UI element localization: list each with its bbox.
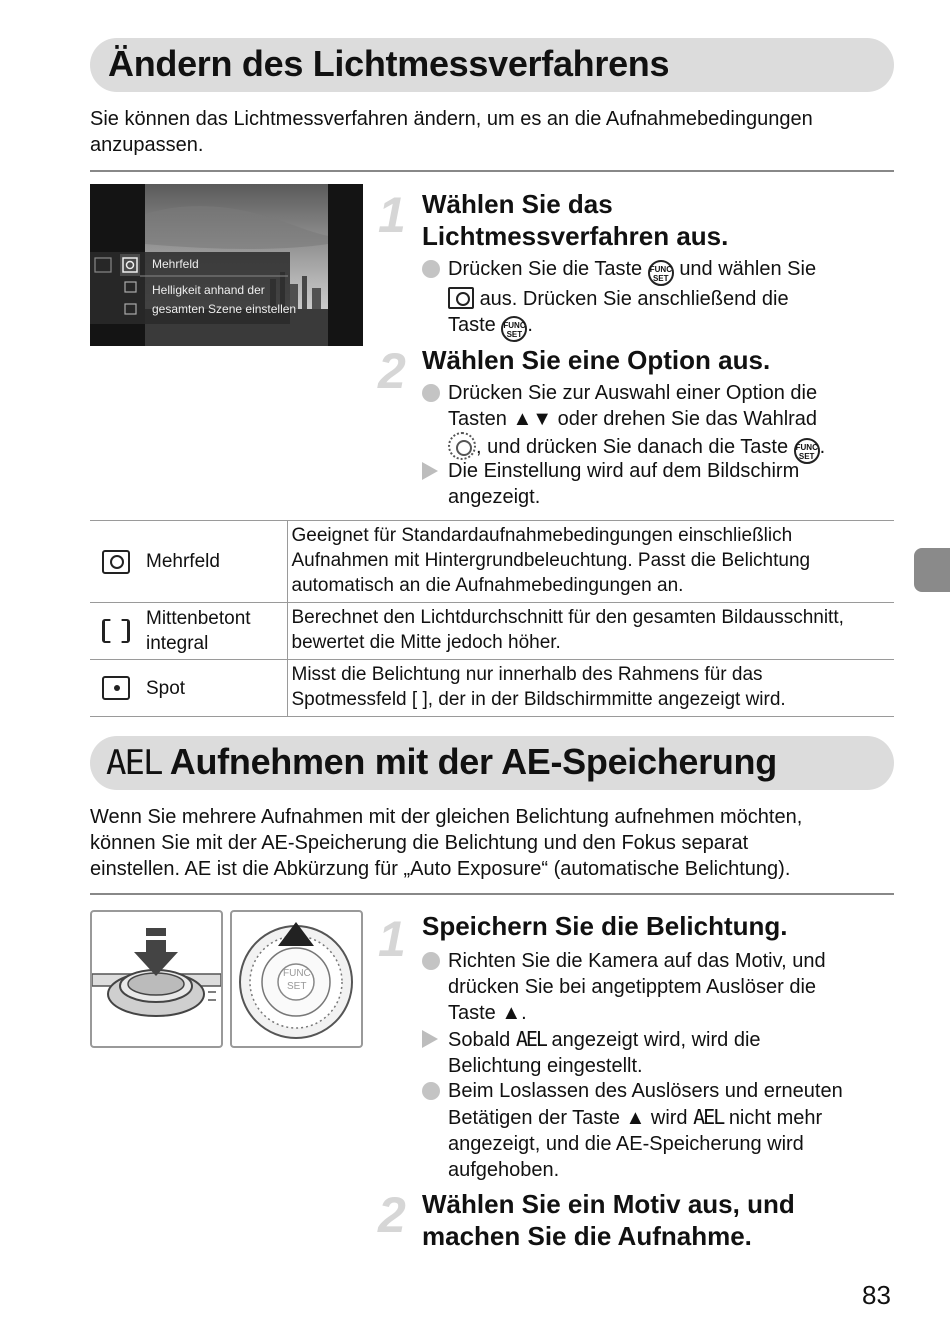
bullet-text: Taste xyxy=(448,314,496,336)
ae-lock-icon: AEL xyxy=(106,743,162,783)
step-title: Speichern Sie die Belichtung. xyxy=(422,911,788,941)
step-2 xyxy=(378,1186,898,1256)
section-title-wrap xyxy=(106,741,777,783)
center-weighted-icon xyxy=(102,619,130,643)
camera-screen-image xyxy=(90,184,363,346)
step-1 xyxy=(378,910,898,1180)
table-row: Mittenbetont integral Berechnet den Lichtdurchschnitt für den gesamten Bildausschnitt, bewertet die Mitte jedoch höher. xyxy=(90,603,894,660)
metering-options-table xyxy=(90,520,894,717)
step-result: Sobald AEL angezeigt wird, wird die Belichtung eingestellt. xyxy=(422,1026,892,1079)
multi-metering-icon xyxy=(448,287,474,309)
step-title-line2: machen Sie die Aufnahme. xyxy=(422,1221,752,1251)
page-number: 83 xyxy=(862,1280,891,1310)
bullet-circle-icon xyxy=(422,260,440,278)
step-number: 2 xyxy=(378,1187,406,1243)
screen-desc-line2: gesamten Szene einstellen xyxy=(152,302,297,316)
func-set-icon: FUNC SET xyxy=(794,438,820,464)
step-1 xyxy=(378,186,898,339)
step-title-line2: Lichtmessverfahren aus. xyxy=(422,221,729,251)
section-title-bar xyxy=(90,736,894,790)
bullet-circle-icon xyxy=(422,952,440,970)
chapter-tab xyxy=(914,548,950,592)
screen-menu-item: Mehrfeld xyxy=(152,257,199,271)
bullet-text: Drücken Sie die Taste xyxy=(448,258,643,280)
result-arrow-icon xyxy=(422,462,438,480)
func-set-icon: FUNC SET xyxy=(648,260,674,286)
step-title: Wählen Sie eine Option aus. xyxy=(422,345,771,375)
screen-desc-line1: Helligkeit anhand der xyxy=(152,283,265,297)
ae-lock-icon: AEL xyxy=(515,1027,546,1051)
step-title-line1: Wählen Sie das xyxy=(422,189,613,219)
option-name: Mittenbetont xyxy=(146,608,251,629)
result-arrow-icon xyxy=(422,1030,438,1048)
section-intro: Wenn Sie mehrere Aufnahmen mit der gleichen Belichtung aufnehmen möchten, können Sie mit der AE-Speicherung die Belichtung und den Fokus separat einstellen. AE ist die Abkürzung für „Auto Exposure“ (automatische Belichtung). xyxy=(90,806,803,880)
step-title-line1: Wählen Sie ein Motiv aus, und xyxy=(422,1189,795,1219)
multi-metering-icon xyxy=(102,550,130,574)
section-title: Ändern des Lichtmessverfahrens xyxy=(108,43,670,84)
control-dial-illustration xyxy=(230,910,363,1048)
bullet-circle-icon xyxy=(422,384,440,402)
divider xyxy=(90,170,894,172)
step-number: 1 xyxy=(378,911,406,967)
section-intro: Sie können das Lichtmessverfahren ändern, um es an die Aufnahmebedingungen anzupassen. xyxy=(90,108,813,156)
divider xyxy=(90,893,894,895)
dial-set-label: SET xyxy=(287,981,307,992)
table-row: Spot Misst die Belichtung nur innerhalb des Rahmens für das Spotmessfeld [ ], der in der Bildschirmmitte angezeigt wird. xyxy=(90,660,894,717)
func-set-icon: FUNC SET xyxy=(501,316,527,342)
dial-func-label: FUNC xyxy=(283,968,311,979)
option-name: Mehrfeld xyxy=(146,551,220,572)
table-row: Mehrfeld Geeignet für Standardaufnahmebedingungen einschließlich Aufnahmen mit Hintergrundbeleuchtung. Passt die Belichtung automatisch an die Aufnahmebedingungen an. xyxy=(90,521,894,603)
step-bullet: Drücken Sie zur Auswahl einer Option die Tasten ▲▼ oder drehen Sie das Wahlrad , und drücken Sie danach die Taste FUNC SET . xyxy=(422,380,892,464)
bullet-text: aus. Drücken Sie anschließend die xyxy=(479,288,789,310)
bullet-text: und wählen Sie xyxy=(679,258,817,280)
ae-lock-icon: AEL xyxy=(693,1105,724,1129)
step-bullet: Richten Sie die Kamera auf das Motiv, und drücken Sie bei angetipptem Auslöser die Taste ▲. xyxy=(422,948,892,1026)
section-title-bar xyxy=(90,38,894,92)
bullet-circle-icon xyxy=(422,1082,440,1100)
shutter-button-illustration xyxy=(90,910,223,1048)
control-dial-icon xyxy=(448,432,476,460)
step-2 xyxy=(378,342,898,512)
step-result: Die Einstellung wird auf dem Bildschirm angezeigt. xyxy=(422,458,892,510)
section-title: Aufnehmen mit der AE-Speicherung xyxy=(169,741,777,782)
step-number: 2 xyxy=(378,343,406,399)
spot-metering-icon xyxy=(102,676,130,700)
step-number: 1 xyxy=(378,187,406,243)
step-bullet: Beim Loslassen des Auslösers und erneuten Betätigen der Taste ▲ wird AEL nicht mehr angezeigt, und die AE-Speicherung wird aufgehoben. xyxy=(422,1078,892,1183)
step-bullet: Drücken Sie die Taste FUNC SET und wählen Sie aus. Drücken Sie anschließend die Taste FUNC SET . xyxy=(422,256,892,342)
option-name: Spot xyxy=(146,677,186,699)
